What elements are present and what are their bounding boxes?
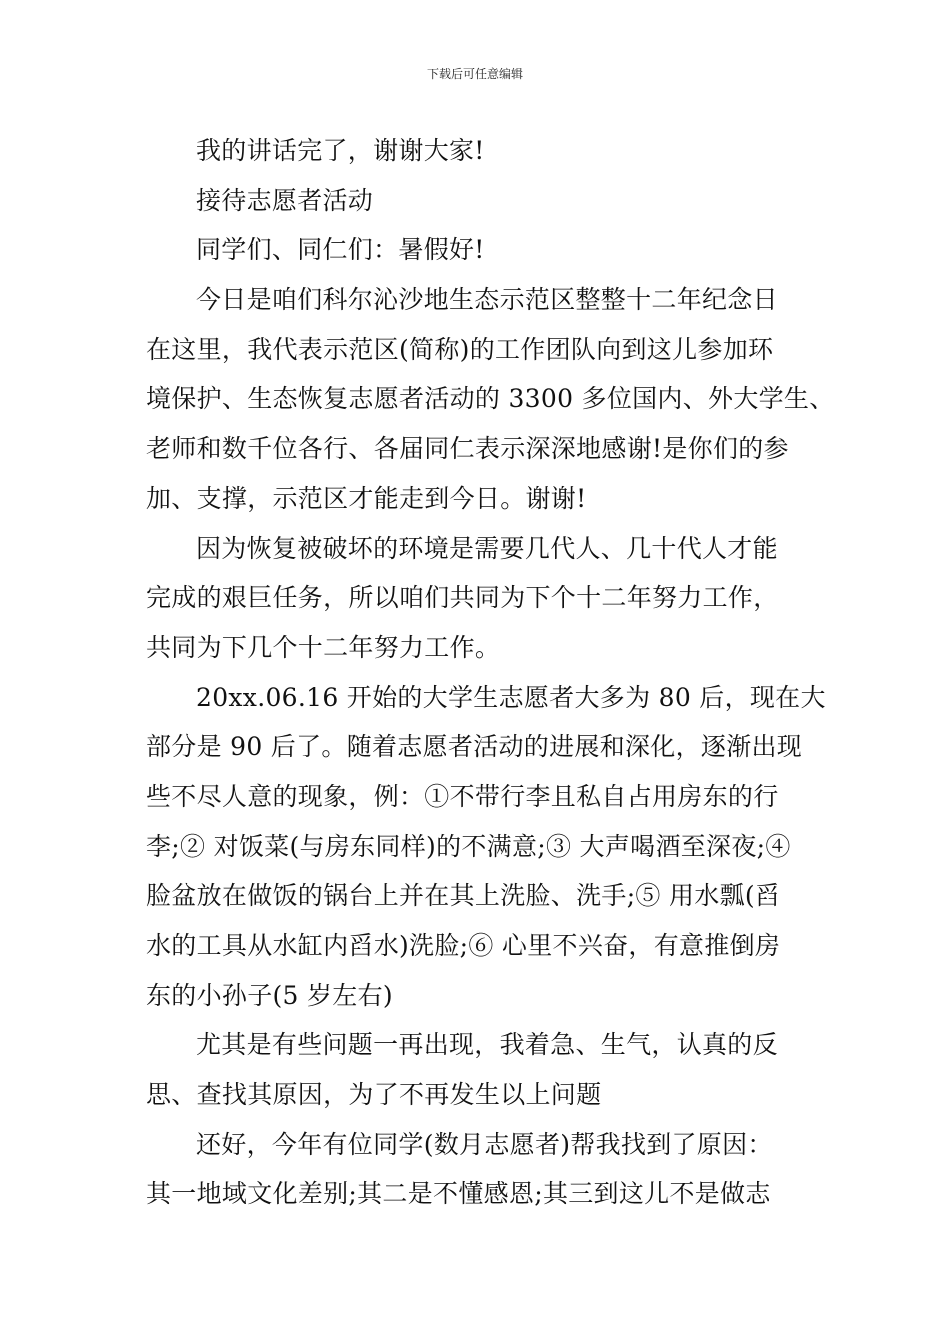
page-header: 下载后可任意编辑	[426, 67, 523, 81]
text-line: 今日是咱们科尔沁沙地生态示范区整整十二年纪念日	[196, 285, 778, 315]
text-line: 加、支撑，示范区才能走到今日。谢谢!	[146, 483, 587, 513]
text-line: 李;② 对饭菜(与房东同样)的不满意;③ 大声喝酒至深夜;④	[146, 831, 791, 861]
text-line: 老师和数千位各行、各届同仁表示深深地感谢!是你们的参	[146, 434, 789, 464]
salutation: 同学们、同仁们：暑假好!	[196, 235, 485, 265]
text-line: 在这里，我代表示范区(简称)的工作团队向到这儿参加环	[146, 334, 774, 364]
text-line: 其一地域文化差别;其二是不懂感恩;其三到这儿不是做志	[146, 1179, 771, 1209]
document-body	[146, 126, 835, 1219]
text-line: 我的讲话完了，谢谢大家!	[196, 136, 485, 165]
text-line: 境保护、生态恢复志愿者活动的 3300 多位国内、外大学生、	[146, 384, 835, 414]
text-line: 完成的艰巨任务，所以咱们共同为下个十二年努力工作，	[146, 583, 779, 613]
section-title: 接待志愿者活动	[196, 185, 374, 215]
text-line: 尤其是有些问题一再出现，我着急、生气，认真的反	[196, 1030, 778, 1060]
text-line: 还好，今年有位同学(数月志愿者)帮我找到了原因：	[196, 1129, 773, 1159]
text-line: 因为恢复被破坏的环境是需要几代人、几十代人才能	[196, 533, 778, 563]
text-line: 20xx.06.16 开始的大学生志愿者大多为 80 后，现在大	[196, 682, 826, 712]
text-line: 些不尽人意的现象，例：①不带行李且私自占用房东的行	[146, 781, 779, 811]
text-line: 东的小孙子(5 岁左右)	[146, 980, 393, 1010]
text-line: 共同为下几个十二年努力工作。	[146, 632, 501, 662]
text-line: 部分是 90 后了。随着志愿者活动的进展和深化，逐渐出现	[146, 732, 803, 762]
text-line: 水的工具从水缸内舀水)洗脸;⑥ 心里不兴奋，有意推倒房	[146, 931, 781, 960]
text-line: 思、查找其原因，为了不再发生以上问题	[146, 1080, 602, 1110]
text-line: 脸盆放在做饭的锅台上并在其上洗脸、洗手;⑤ 用水瓢(舀	[146, 881, 781, 911]
